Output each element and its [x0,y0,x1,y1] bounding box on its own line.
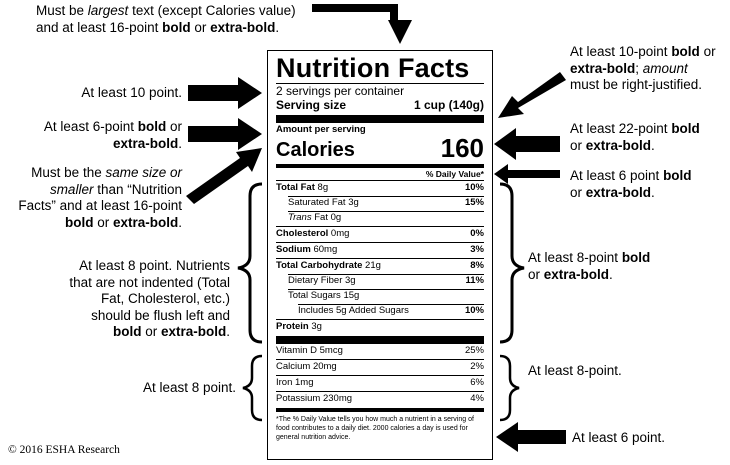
annotation-percents-right: At least 8-point bold or extra-bold. [528,250,651,282]
arrow-serving-size-left [188,118,262,150]
annotation-serving-size-right: At least 10-point bold or extra-bold; amount must be right-justified. [570,44,716,92]
vitamin-row: Potassium 230mg 4% [276,391,484,407]
brace-nutrients-left [238,184,262,342]
arrow-servings [188,77,262,109]
annotation-calories-value: At least 22-point bold or extra-bold. [570,121,700,153]
vitamin-row: Iron 1mg 6% [276,375,484,391]
annotation-nutrients-left: At least 8 point. Nutrients that are not indented (Total Fat, Cholesterol, etc.) should be flush left and bold or extra-bold. [69,258,230,339]
amount-per-serving: Amount per serving [276,124,366,135]
label-title: Nutrition Facts [276,53,470,83]
vitamin-row: Vitamin D 5mcg 25% [276,345,484,357]
nutrition-facts-label [267,50,493,460]
brace-vitamins-right [500,356,519,420]
serving-size-row [276,98,484,113]
arrow-title [312,4,412,44]
annotation-vitamins-left: At least 8 point. [142,380,236,395]
arrow-calories-word [186,148,262,204]
nutrient-row: Cholesterol 0mg 0% [276,226,484,242]
arrow-dv-header [494,164,560,184]
footnote: *The % Daily Value tells you how much a nutrient in a serving of food contributes to a daily diet. 2000 calories a day is used for general nutrition advice. [276,416,474,441]
annotation-servings: At least 10 point. [81,85,182,100]
nutrient-row: Sodium 60mg 3% [276,242,484,258]
brace-vitamins-left [243,356,262,420]
annotation-calories-word: Must be the same size or smaller than “Nutrition Facts” and at least 16-point bold or extra-bold. [18,165,182,230]
nutrient-row: Protein 3g [276,319,484,335]
arrow-footnote [496,422,566,452]
thick-divider [276,115,484,123]
annotation-title: Must be largest text (except Calories value) and at least 16-point bold or extra-bold. [36,3,296,35]
nutrient-row: Total Carbohydrate 21g 8% [276,258,484,274]
nutrient-row: Total Sugars 15g [276,289,484,304]
serving-size-label: Serving size [276,98,347,112]
thick-divider [276,336,484,344]
annotation-dv-header: At least 6 point bold or extra-bold. [570,168,692,200]
vitamin-row: Calcium 20mg 2% [276,359,484,375]
arrow-calories-value [494,128,560,160]
nutrient-row: Dietary Fiber 3g 11% [276,274,484,289]
servings-per-container: 2 servings per container [276,84,405,98]
serving-size-value: 1 cup (140g) [413,98,484,112]
calories-value: 160 [440,133,484,163]
annotation-footnote-right: At least 6 point. [572,430,666,445]
nutrient-row: Saturated Fat 3g 15% [276,196,484,211]
annotation-serving-size-left: At least 6-point bold or extra-bold. [43,119,182,151]
brace-nutrients-right [500,184,524,342]
annotation-vitamins-right: At least 8-point. [528,363,622,378]
nutrient-row: Trans Fat 0g [276,211,484,226]
nutrient-row: Total Fat 8g 10% [276,182,484,194]
calories-label: Calories [276,139,355,161]
copyright: © 2016 ESHA Research [8,444,120,456]
calories-row [276,135,484,161]
medium-divider [276,408,484,412]
nutrient-row: Includes 5g Added Sugars 10% [276,304,484,319]
arrow-serving-size-right [498,72,566,118]
daily-value-header: % Daily Value* [425,169,484,179]
